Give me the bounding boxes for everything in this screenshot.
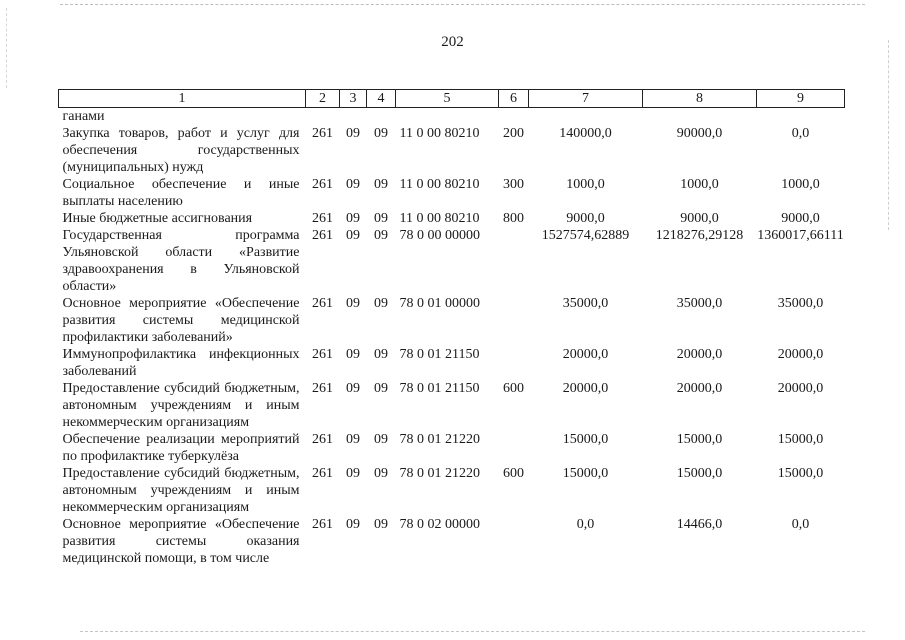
row-name: Иммунопрофилактика инфекционных заболеваний	[62, 347, 300, 379]
row-col-5: 78 0 01 21150	[399, 347, 480, 362]
header-row	[59, 90, 845, 108]
budget-table	[58, 89, 845, 567]
row-col-4: 09	[374, 466, 388, 481]
row-col-2: 261	[312, 347, 333, 362]
row-name: Предоставление субсидий бюджетным, автономным учреждениям и иным некоммерческим организациям	[62, 381, 300, 430]
row-col-9: 20000,0	[777, 347, 824, 362]
row-col-6: 300	[503, 177, 524, 192]
row-col-2: 261	[312, 296, 333, 311]
scan-artifact-right	[888, 40, 889, 230]
header-col-4: 4	[367, 90, 396, 108]
row-col-5: 78 0 01 21220	[399, 466, 480, 481]
row-col-9	[757, 108, 845, 126]
row-col-6	[499, 227, 529, 295]
row-col-5: 78 0 00 00000	[399, 228, 480, 243]
row-col-4: 09	[374, 177, 388, 192]
row-col-6	[499, 516, 529, 567]
row-col-2: 261	[312, 228, 333, 243]
row-col-3	[340, 108, 367, 126]
row-col-8: 9000,0	[680, 211, 719, 226]
header-col-7: 7	[529, 90, 643, 108]
row-col-9: 20000,0	[777, 381, 824, 396]
row-col-6	[499, 295, 529, 346]
row-col-9: 15000,0	[777, 466, 824, 481]
header-col-8: 8	[643, 90, 757, 108]
table-row	[59, 516, 845, 567]
row-col-9: 35000,0	[777, 296, 824, 311]
row-col-3: 09	[346, 228, 360, 243]
row-col-2: 261	[312, 517, 333, 532]
table-row	[59, 210, 845, 227]
table-row	[59, 380, 845, 431]
row-col-4: 09	[374, 296, 388, 311]
header-col-3: 3	[340, 90, 367, 108]
row-col-8: 1218276,29128	[655, 228, 744, 243]
row-col-7: 15000,0	[562, 466, 609, 481]
row-col-3: 09	[346, 211, 360, 226]
row-col-7: 140000,0	[559, 126, 612, 141]
row-col-9: 15000,0	[777, 432, 824, 447]
table-row	[59, 227, 845, 295]
row-col-5	[396, 108, 499, 126]
row-col-6	[499, 431, 529, 465]
row-col-8: 20000,0	[676, 347, 723, 362]
row-col-9: 0,0	[791, 126, 810, 141]
table-header	[59, 90, 845, 108]
row-col-5: 11 0 00 80210	[399, 211, 480, 226]
row-col-7: 35000,0	[562, 296, 609, 311]
row-col-5: 78 0 01 21150	[399, 381, 480, 396]
row-col-4: 09	[374, 347, 388, 362]
row-col-3: 09	[346, 177, 360, 192]
row-col-2: 261	[312, 211, 333, 226]
table-row	[59, 295, 845, 346]
header-col-9: 9	[757, 90, 845, 108]
row-col-5: 11 0 00 80210	[399, 177, 480, 192]
row-col-4: 09	[374, 126, 388, 141]
row-name: Предоставление субсидий бюджетным, автономным учреждениям и иным некоммерческим организациям	[62, 466, 300, 515]
table-row	[59, 125, 845, 176]
table-row	[59, 431, 845, 465]
row-col-5: 78 0 01 00000	[399, 296, 480, 311]
row-col-2	[306, 108, 340, 126]
row-col-7: 1000,0	[566, 177, 605, 192]
row-col-6: 800	[503, 211, 524, 226]
row-col-4: 09	[374, 432, 388, 447]
table-body	[59, 108, 845, 568]
row-name: Основное мероприятие «Обеспечение развития системы оказания медицинской помощи, в том числе	[62, 517, 300, 566]
row-col-4: 09	[374, 211, 388, 226]
row-col-3: 09	[346, 296, 360, 311]
row-col-7: 9000,0	[566, 211, 605, 226]
row-col-8: 15000,0	[676, 432, 723, 447]
row-col-6	[499, 346, 529, 380]
row-col-2: 261	[312, 177, 333, 192]
row-col-8: 14466,0	[676, 517, 723, 532]
row-col-8	[643, 108, 757, 126]
row-col-8: 15000,0	[676, 466, 723, 481]
budget-table-container	[58, 89, 844, 567]
row-name: ганами	[62, 109, 105, 124]
row-col-9: 1000,0	[781, 177, 820, 192]
page-number: 202	[441, 34, 464, 50]
row-col-9: 9000,0	[781, 211, 820, 226]
row-col-6: 600	[503, 466, 524, 481]
row-col-3: 09	[346, 466, 360, 481]
row-col-9: 0,0	[791, 517, 810, 532]
row-name: Основное мероприятие «Обеспечение развития системы медицинской профилактики заболеваний»	[62, 296, 300, 345]
row-col-3: 09	[346, 126, 360, 141]
row-col-7: 0,0	[576, 517, 595, 532]
row-col-8: 90000,0	[676, 126, 723, 141]
row-col-5: 78 0 01 21220	[399, 432, 480, 447]
row-col-6	[499, 108, 529, 126]
table-row	[59, 346, 845, 380]
row-col-4: 09	[374, 517, 388, 532]
row-col-9: 1360017,66111	[757, 228, 844, 243]
scan-artifact-bottom	[80, 631, 865, 632]
scan-artifact-top	[60, 4, 865, 5]
row-col-3: 09	[346, 347, 360, 362]
row-col-7: 1527574,62889	[541, 228, 630, 243]
row-col-2: 261	[312, 432, 333, 447]
row-col-3: 09	[346, 432, 360, 447]
header-col-2: 2	[306, 90, 340, 108]
row-name: Закупка товаров, работ и услуг для обеспечения государственных (муниципальных) нужд	[62, 126, 300, 175]
row-name: Государственная программа Ульяновской области «Развитие здравоохранения в Ульяновской области»	[62, 228, 300, 294]
row-col-4	[367, 108, 396, 126]
table-row	[59, 465, 845, 516]
row-name: Обеспечение реализации мероприятий по профилактике туберкулёза	[62, 432, 300, 464]
row-col-8: 20000,0	[676, 381, 723, 396]
row-name: Социальное обеспечение и иные выплаты населению	[62, 177, 300, 209]
row-col-4: 09	[374, 228, 388, 243]
row-col-2: 261	[312, 126, 333, 141]
row-col-2: 261	[312, 381, 333, 396]
row-col-6: 600	[503, 381, 524, 396]
row-col-3: 09	[346, 381, 360, 396]
row-col-5: 11 0 00 80210	[399, 126, 480, 141]
row-col-8: 1000,0	[680, 177, 719, 192]
header-col-6: 6	[499, 90, 529, 108]
row-name: Иные бюджетные ассигнования	[62, 211, 253, 226]
row-col-7: 15000,0	[562, 432, 609, 447]
row-col-6: 200	[503, 126, 524, 141]
row-col-7	[529, 108, 643, 126]
row-col-2: 261	[312, 466, 333, 481]
row-col-3: 09	[346, 517, 360, 532]
row-col-8: 35000,0	[676, 296, 723, 311]
row-col-7: 20000,0	[562, 381, 609, 396]
header-col-5: 5	[396, 90, 499, 108]
table-row	[59, 176, 845, 210]
row-col-5: 78 0 02 00000	[399, 517, 480, 532]
table-row	[59, 108, 845, 126]
row-col-4: 09	[374, 381, 388, 396]
row-col-7: 20000,0	[562, 347, 609, 362]
header-col-1: 1	[59, 90, 306, 108]
